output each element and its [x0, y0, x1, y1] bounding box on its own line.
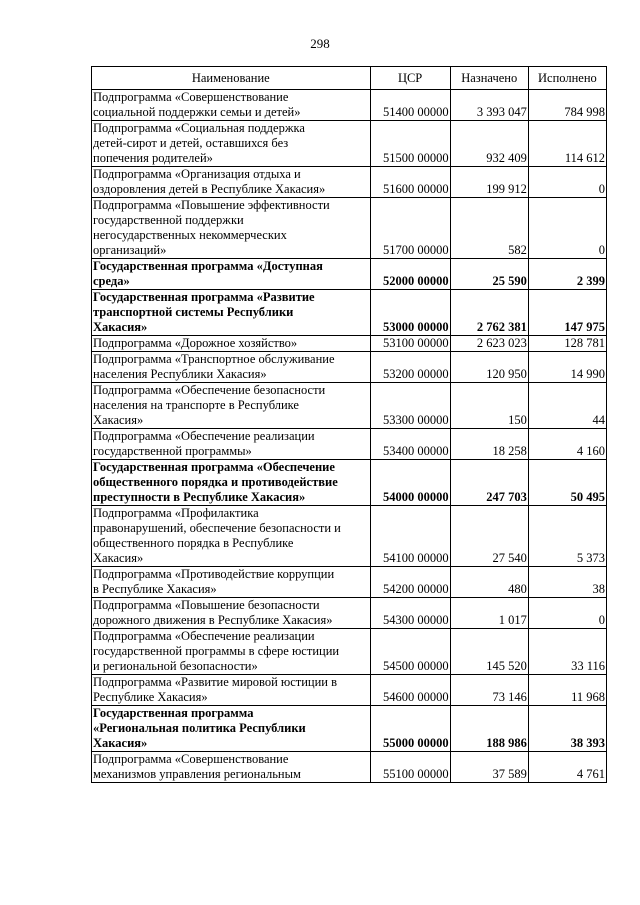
- row-name-line: общественного порядка в Республике: [93, 536, 294, 550]
- table-row: [92, 629, 607, 675]
- header-executed: Исполнено: [528, 67, 606, 90]
- row-name: [92, 336, 371, 352]
- row-executed: 0: [528, 198, 606, 259]
- row-name-line: в Республике Хакасия»: [93, 582, 217, 596]
- row-code: 53200 00000: [370, 352, 450, 383]
- row-code: 51400 00000: [370, 90, 450, 121]
- row-name-line: Подпрограмма «Развитие мировой юстиции в: [93, 675, 338, 689]
- header-assigned: Назначено: [450, 67, 528, 90]
- row-name-line: дорожного движения в Республике Хакасия»: [93, 613, 333, 627]
- row-assigned: 145 520: [450, 629, 528, 675]
- row-name-line: среда»: [93, 274, 130, 288]
- row-name: [92, 598, 371, 629]
- row-name-line: Подпрограмма «Обеспечение безопасности: [93, 383, 326, 397]
- row-executed: 4 160: [528, 429, 606, 460]
- table-row: [92, 429, 607, 460]
- row-name-line: социальной поддержки семьи и детей»: [93, 105, 301, 119]
- row-executed: 33 116: [528, 629, 606, 675]
- table-row: [92, 706, 607, 752]
- row-name-line: и региональной безопасности»: [93, 659, 258, 673]
- row-executed: 11 968: [528, 675, 606, 706]
- row-assigned: 199 912: [450, 167, 528, 198]
- row-name: [92, 90, 371, 121]
- table-body: [92, 90, 607, 783]
- row-name-line: транспортной системы Республики: [93, 305, 294, 319]
- row-code: 54100 00000: [370, 506, 450, 567]
- row-executed: 784 998: [528, 90, 606, 121]
- row-assigned: 73 146: [450, 675, 528, 706]
- row-name-line: Подпрограмма «Дорожное хозяйство»: [93, 336, 298, 350]
- row-name: [92, 352, 371, 383]
- row-assigned: 150: [450, 383, 528, 429]
- row-name-line: Подпрограмма «Совершенствование: [93, 752, 289, 766]
- row-name-line: Подпрограмма «Противодействие коррупции: [93, 567, 335, 581]
- row-name-line: правонарушений, обеспечение безопасности и: [93, 521, 341, 535]
- page-number: 298: [310, 36, 330, 51]
- row-name-line: государственной программы в сфере юстиции: [93, 644, 340, 658]
- row-executed: 0: [528, 598, 606, 629]
- row-assigned: 27 540: [450, 506, 528, 567]
- table-row: [92, 352, 607, 383]
- row-name: [92, 383, 371, 429]
- row-assigned: 247 703: [450, 460, 528, 506]
- row-name-line: Подпрограмма «Профилактика: [93, 506, 259, 520]
- row-executed: 5 373: [528, 506, 606, 567]
- table-row: [92, 121, 607, 167]
- header-code: ЦСР: [370, 67, 450, 90]
- row-name: [92, 629, 371, 675]
- row-code: 53300 00000: [370, 383, 450, 429]
- table-row: [92, 460, 607, 506]
- row-executed: 38: [528, 567, 606, 598]
- row-assigned: 480: [450, 567, 528, 598]
- row-name-line: Подпрограмма «Транспортное обслуживание: [93, 352, 335, 366]
- row-name: [92, 706, 371, 752]
- row-name-line: Республике Хакасия»: [93, 690, 208, 704]
- row-name-line: Государственная программа «Доступная: [93, 259, 323, 273]
- table-row: [92, 675, 607, 706]
- row-name-line: Подпрограмма «Организация отдыха и: [93, 167, 301, 181]
- row-code: 54000 00000: [370, 460, 450, 506]
- row-name-line: Государственная программа «Обеспечение: [93, 460, 335, 474]
- row-name-line: Подпрограмма «Обеспечение реализации: [93, 429, 315, 443]
- row-name: [92, 752, 371, 783]
- row-name: [92, 506, 371, 567]
- row-name-line: Хакасия»: [93, 320, 148, 334]
- table-row: [92, 567, 607, 598]
- table-row: [92, 506, 607, 567]
- row-name-line: «Региональная политика Республики: [93, 721, 306, 735]
- row-assigned: 582: [450, 198, 528, 259]
- table-row: [92, 290, 607, 336]
- table-row: [92, 598, 607, 629]
- row-executed: 128 781: [528, 336, 606, 352]
- row-name: [92, 429, 371, 460]
- row-name: [92, 259, 371, 290]
- row-code: 51700 00000: [370, 198, 450, 259]
- row-executed: 38 393: [528, 706, 606, 752]
- row-assigned: 2 762 381: [450, 290, 528, 336]
- table-header-row: [92, 67, 607, 90]
- row-code: 51500 00000: [370, 121, 450, 167]
- row-code: 54600 00000: [370, 675, 450, 706]
- budget-table: [91, 66, 607, 783]
- row-name-line: Хакасия»: [93, 736, 148, 750]
- row-executed: 50 495: [528, 460, 606, 506]
- row-code: 55100 00000: [370, 752, 450, 783]
- row-code: 52000 00000: [370, 259, 450, 290]
- table-row: [92, 752, 607, 783]
- row-name: [92, 675, 371, 706]
- table-row: [92, 383, 607, 429]
- row-name-line: Подпрограмма «Социальная поддержка: [93, 121, 305, 135]
- row-name-line: государственной программы»: [93, 444, 252, 458]
- row-code: 53400 00000: [370, 429, 450, 460]
- row-assigned: 120 950: [450, 352, 528, 383]
- header-name: Наименование: [92, 67, 371, 90]
- row-executed: 44: [528, 383, 606, 429]
- row-name-line: Подпрограмма «Повышение эффективности: [93, 198, 330, 212]
- row-executed: 14 990: [528, 352, 606, 383]
- row-name-line: попечения родителей»: [93, 151, 213, 165]
- row-assigned: 18 258: [450, 429, 528, 460]
- row-name-line: механизмов управления региональным: [93, 767, 301, 781]
- row-name-line: Государственная программа «Развитие: [93, 290, 315, 304]
- row-name-line: Хакасия»: [93, 551, 144, 565]
- row-name-line: государственной поддержки: [93, 213, 244, 227]
- row-name-line: Государственная программа: [93, 706, 254, 720]
- table-row: [92, 336, 607, 352]
- table-row: [92, 198, 607, 259]
- row-executed: 0: [528, 167, 606, 198]
- row-code: 51600 00000: [370, 167, 450, 198]
- row-assigned: 188 986: [450, 706, 528, 752]
- row-name: [92, 121, 371, 167]
- row-executed: 2 399: [528, 259, 606, 290]
- row-name-line: населения на транспорте в Республике: [93, 398, 299, 412]
- row-assigned: 3 393 047: [450, 90, 528, 121]
- row-code: 53000 00000: [370, 290, 450, 336]
- row-code: 54300 00000: [370, 598, 450, 629]
- row-name-line: Подпрограмма «Повышение безопасности: [93, 598, 320, 612]
- row-executed: 114 612: [528, 121, 606, 167]
- row-assigned: 1 017: [450, 598, 528, 629]
- row-code: 53100 00000: [370, 336, 450, 352]
- row-name: [92, 198, 371, 259]
- row-code: 54200 00000: [370, 567, 450, 598]
- row-name: [92, 567, 371, 598]
- row-executed: 4 761: [528, 752, 606, 783]
- row-name-line: общественного порядка и противодействие: [93, 475, 338, 489]
- row-name-line: оздоровления детей в Республике Хакасия»: [93, 182, 326, 196]
- row-executed: 147 975: [528, 290, 606, 336]
- row-assigned: 2 623 023: [450, 336, 528, 352]
- row-name-line: негосударственных некоммерческих: [93, 228, 287, 242]
- row-name-line: Подпрограмма «Обеспечение реализации: [93, 629, 315, 643]
- row-name-line: организаций»: [93, 243, 167, 257]
- row-name: [92, 460, 371, 506]
- row-name-line: Подпрограмма «Совершенствование: [93, 90, 289, 104]
- row-assigned: 932 409: [450, 121, 528, 167]
- row-name-line: Хакасия»: [93, 413, 144, 427]
- row-name: [92, 167, 371, 198]
- table-row: [92, 259, 607, 290]
- table-row: [92, 90, 607, 121]
- row-code: 55000 00000: [370, 706, 450, 752]
- row-assigned: 37 589: [450, 752, 528, 783]
- row-name-line: населения Республики Хакасия»: [93, 367, 267, 381]
- row-name-line: детей-сирот и детей, оставшихся без: [93, 136, 289, 150]
- row-assigned: 25 590: [450, 259, 528, 290]
- row-name: [92, 290, 371, 336]
- row-name-line: преступности в Республике Хакасия»: [93, 490, 306, 504]
- table-row: [92, 167, 607, 198]
- row-code: 54500 00000: [370, 629, 450, 675]
